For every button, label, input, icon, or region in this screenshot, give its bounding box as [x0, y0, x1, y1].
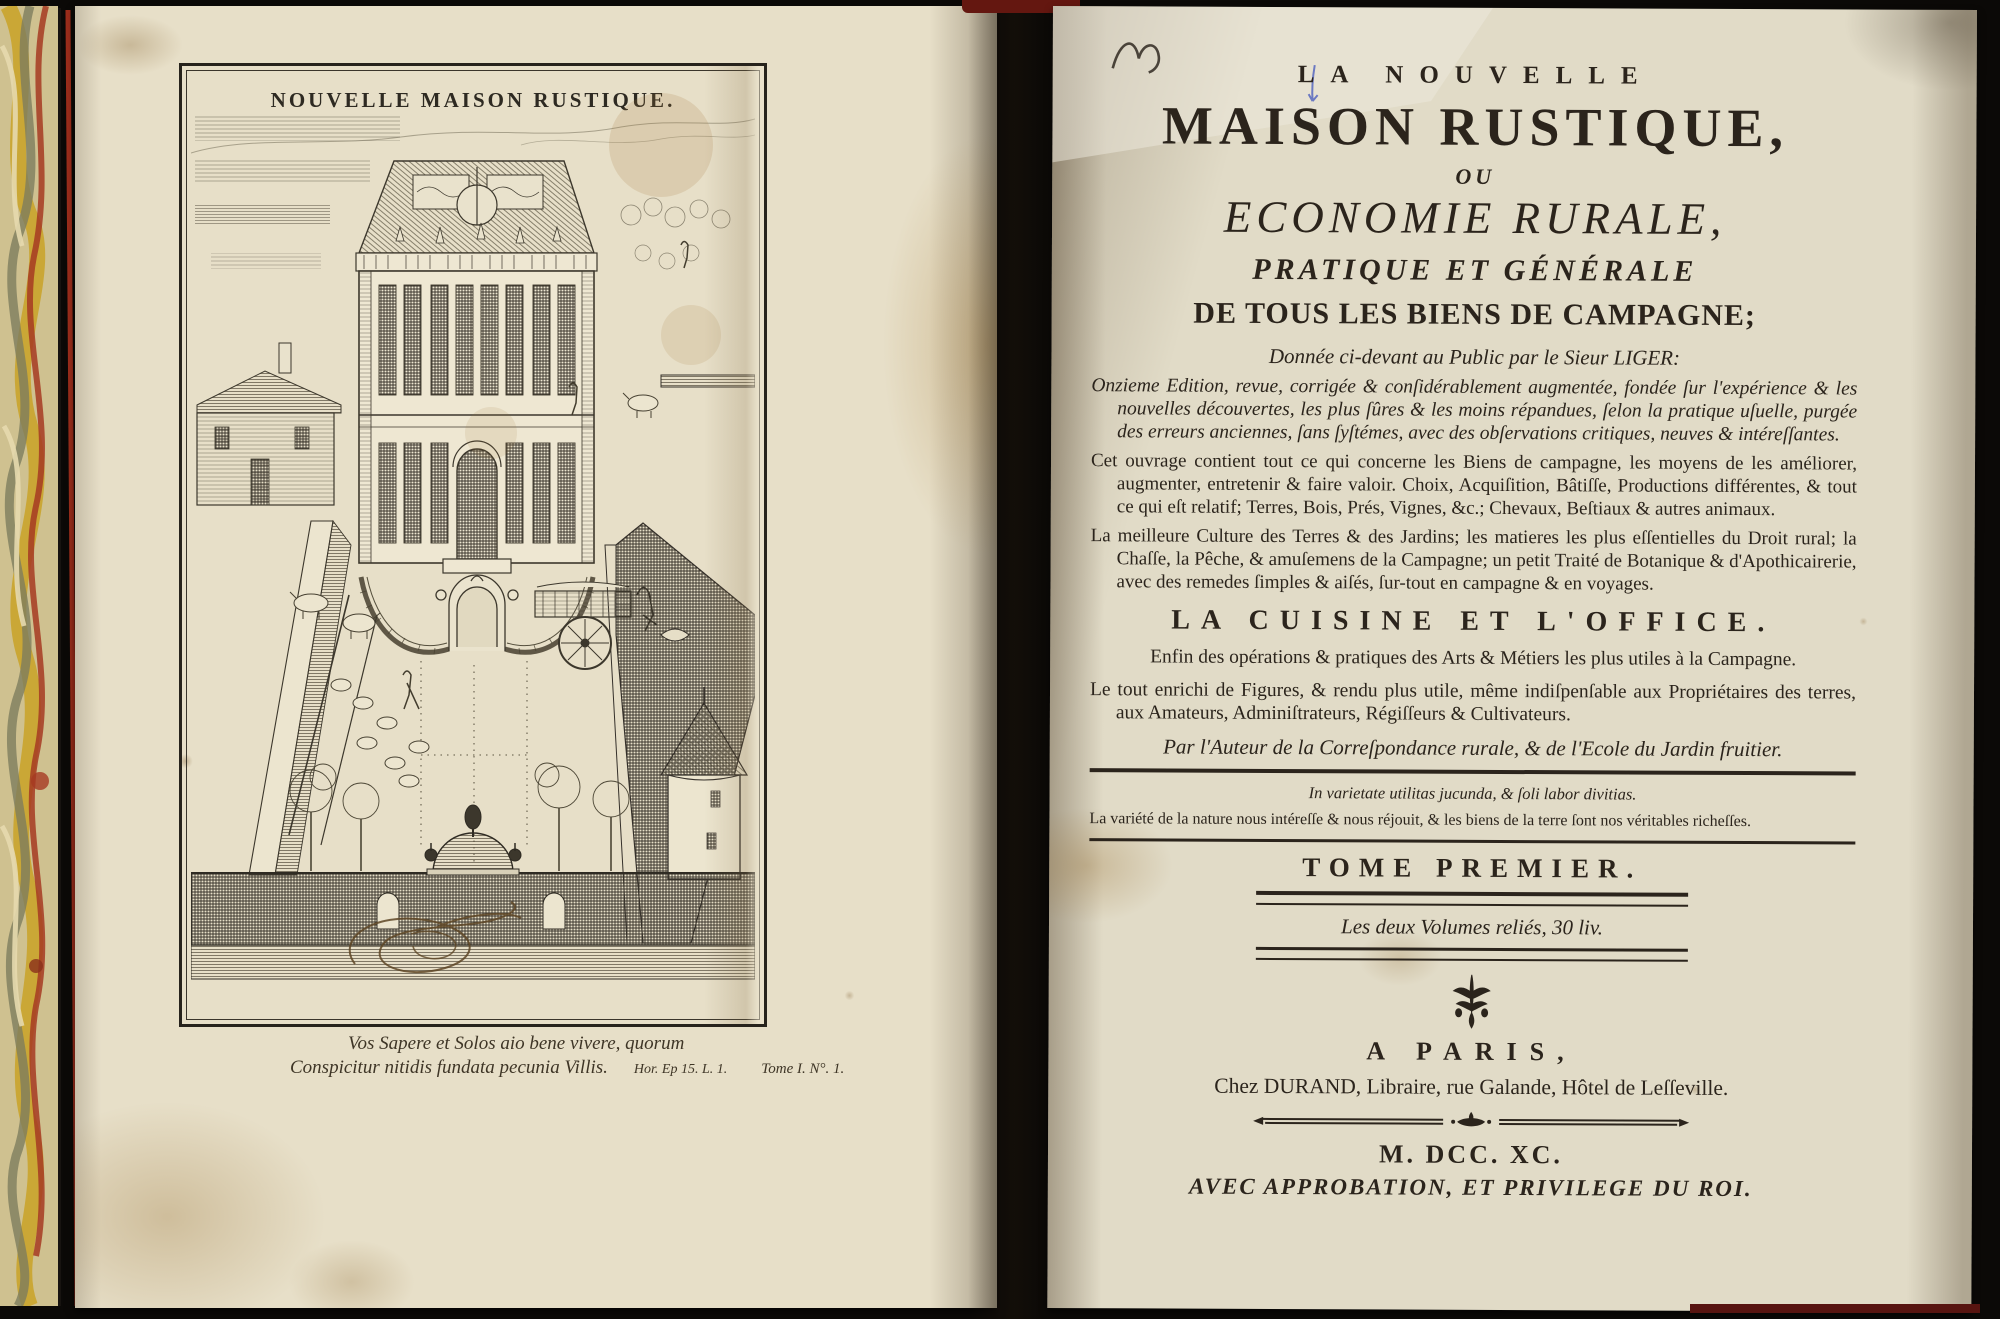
engraving-title: NOUVELLE MAISON RUSTIQUE.	[270, 88, 676, 112]
rule-above-motto	[1090, 768, 1856, 775]
courtyard-arch	[436, 575, 518, 651]
ornament-wrap	[1088, 1108, 1854, 1133]
culture-paragraph: La meilleure Culture des Terres & des Jardins; les matieres les plus eſſentielles du Droit rural; la Chaſſe, la Pêche, & amuſemens de la Campagne; un petit Traité de Botanique & d'Apothicairerie, avec des remedes ſimples & aiſés, ſur-tout en campagne & en voyages.	[1090, 525, 1857, 595]
caption-line-1: Vos Sapere et Solos aio bene vivere, quorum	[348, 1033, 685, 1054]
price-line: Les deux Volumes reliés, 30 liv.	[1340, 914, 1603, 940]
caption-horace-ref: Hor. Ep 15. L. 1.	[633, 1062, 728, 1077]
half-title: LA NOUVELLE	[1297, 61, 1654, 90]
marble-pattern	[0, 6, 58, 1306]
cover-edge-bottom	[1690, 1304, 1980, 1313]
edition-paragraph: Onzieme Edition, revue, corrigée & conſidérablement augmentée, fondée ſur l'expérience & les nouvelles découvertes, les plus ſûres & les moins répandues, ſelon la pratique uſuelle, purgée des erreurs anciennes, ſans ſyſtémes, avec des obſervations critiques, neuves & intéreſſantes.	[1091, 375, 1858, 446]
subtitle-economie: ECONOMIE RURALE,	[1223, 191, 1727, 244]
manor-house	[356, 161, 597, 573]
fleuron-ornament	[1449, 973, 1495, 1029]
par-auteur-line: Par l'Auteur de la Correſpondance rurale, & de l'Ecole du Jardin fruitier.	[1163, 734, 1783, 762]
privilege-line: AVEC APPROBATION, ET PRIVILEGE DU ROI.	[1189, 1173, 1753, 1202]
french-motto: La variété de la nature nous intéreſſe & nous réjouit, & les biens de la terre ſont nos véritables richeſſes.	[1089, 809, 1752, 830]
letout-paragraph: Le tout enrichi de Figures, & rendu plus utile, même indiſpenſable aux Propriétaires des terres, aux Amateurs, Adminiſtrateurs, Régiſſeurs & Cultivateurs.	[1089, 679, 1857, 726]
enfin-line: Enfin des opérations & pratiques des Arts & Métiers les plus utiles à la Campagne.	[1150, 646, 1797, 671]
gardener-figure	[403, 671, 419, 709]
page-crease	[704, 66, 764, 1024]
attribution-line: Donnée ci-devant au Public par le Sieur LIGER:	[1268, 343, 1681, 370]
subtitle-pratique: PRATIQUE ET GÉNÉRALE	[1252, 252, 1698, 288]
caption-line-2-text: Conspicitur nitidis fundata pecunia Villis.	[290, 1057, 608, 1078]
imprint-city: A PARIS,	[1366, 1036, 1577, 1067]
frontispiece-page	[75, 6, 997, 1308]
tome-line: TOME PREMIER.	[1302, 852, 1643, 884]
plate-caption	[290, 1032, 870, 1082]
double-rule-2	[1256, 947, 1688, 962]
imprint-publisher: Chez DURAND, Libraire, rue Galande, Hôtel de Leſſeville.	[1214, 1073, 1729, 1100]
entrance-door	[457, 449, 497, 559]
title-text-block	[1088, 40, 1859, 1202]
fleuron-wrap	[1089, 971, 1855, 1030]
ink-flourish-signature	[315, 868, 575, 1008]
gate-pavilion	[425, 805, 521, 875]
subtitle-biens: DE TOUS LES BIENS DE CAMPAGNE;	[1193, 296, 1757, 333]
rule-below-motto	[1089, 838, 1855, 845]
imprint-year: M. DCC. XC.	[1378, 1139, 1564, 1170]
contents-paragraph: Cet ouvrage contient tout ce qui concerne les Biens de campagne, les moyens de les améliorer, augmenter, entretenir & faire valoir. Choix, Acquiſition, Bâtiſſe, Productions différentes, & tout ce qui eſt relatif; Terres, Bois, Prés, Vignes, &c.; Chevaux, Beſtiaux & autres animaux.	[1090, 450, 1858, 521]
main-title: MAISON RUSTIQUE,	[1161, 95, 1790, 159]
ornamental-rule	[1251, 1109, 1691, 1133]
board-edge-line	[58, 8, 61, 1306]
latin-motto: In varietate utilitas jucunda, & ſoli labor divitias.	[1308, 782, 1637, 804]
marbled-endpaper-edge	[0, 6, 58, 1306]
double-rule-1	[1256, 891, 1688, 907]
path-figure	[681, 242, 688, 269]
left-farm-buildings	[197, 343, 377, 875]
caption-plate-number: Tome I. N°. 1.	[761, 1061, 845, 1077]
ou-word: OU	[1455, 163, 1496, 189]
title-page	[1047, 6, 1977, 1312]
cuisine-heading: LA CUISINE ET L'OFFICE.	[1171, 604, 1776, 639]
caption-line-2	[290, 1056, 870, 1082]
entrance-steps	[443, 559, 511, 573]
